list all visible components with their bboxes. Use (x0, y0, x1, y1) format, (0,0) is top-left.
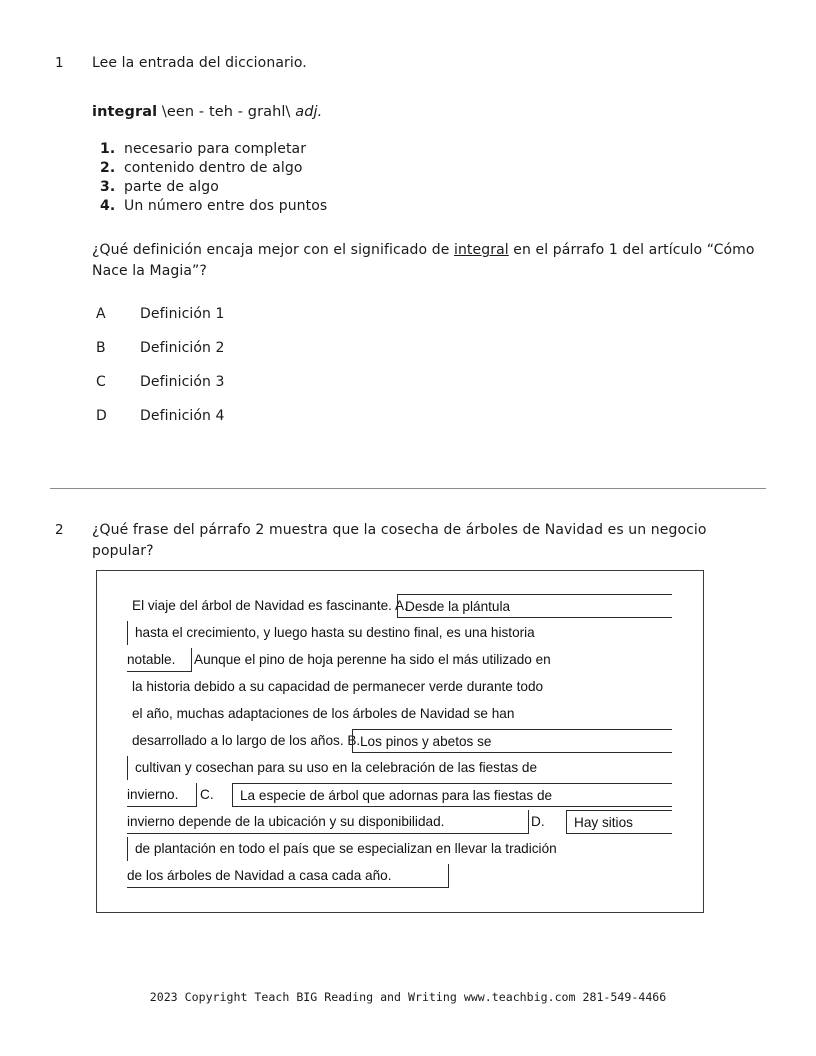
highlighted-answer-segment[interactable]: cultivan y cosechan para su uso en la celebración de las fiestas de (127, 756, 672, 780)
choice-b-letter: B (96, 340, 106, 356)
passage-line (132, 754, 672, 781)
passage-line (127, 862, 672, 889)
passage-line (127, 646, 672, 673)
definition-number: 1. (100, 141, 116, 157)
definition-text: contenido dentro de algo (124, 160, 303, 176)
dictionary-word: integral (92, 104, 158, 120)
prompt-underlined-word: integral (453, 242, 509, 258)
question-2-number: 2 (55, 522, 64, 538)
passage-text-segment[interactable]: la historia debido a su capacidad de permanecer verde durante todo (132, 679, 544, 694)
choice-d-text: Definición 4 (140, 408, 225, 424)
definition-text: necesario para completar (124, 141, 307, 157)
passage-line (132, 619, 672, 646)
choice-b[interactable] (92, 340, 764, 374)
highlighted-answer-segment[interactable]: Los pinos y abetos se (352, 729, 672, 753)
definition-text: Un número entre dos puntos (124, 198, 328, 214)
passage-text-segment[interactable]: D. (531, 814, 545, 829)
passage-text-segment[interactable]: el año, muchas adaptaciones de los árboles de Navidad se han (132, 706, 515, 721)
definition-number: 2. (100, 160, 116, 176)
passage-text-segment[interactable]: desarrollado a lo largo de los años. B. (132, 733, 361, 748)
highlighted-answer-segment[interactable]: hasta el crecimiento, y luego hasta su destino final, es una historia (127, 621, 672, 645)
prompt-part-2: en el párrafo 1 del artículo “Cómo Nace la Magia”? (92, 242, 755, 279)
passage-line (132, 835, 672, 862)
list-item (92, 159, 764, 178)
question-2-stem: ¿Qué frase del párrafo 2 muestra que la cosecha de árboles de Navidad es un negocio popular? (92, 522, 707, 559)
dictionary-entry (92, 102, 764, 122)
choice-b-text: Definición 2 (140, 340, 225, 356)
question-1-body (92, 53, 764, 442)
passage-box (96, 570, 704, 913)
choice-a-letter: A (96, 306, 106, 322)
passage-text (127, 592, 672, 889)
definition-number: 4. (100, 198, 116, 214)
question-1-choices (92, 306, 764, 442)
question-2-body (92, 520, 764, 562)
highlighted-answer-segment[interactable]: de los árboles de Navidad a casa cada año. (127, 864, 449, 888)
highlighted-answer-segment[interactable]: invierno. (127, 783, 197, 807)
list-item (92, 178, 764, 197)
definition-number: 3. (100, 179, 116, 195)
dictionary-part-of-speech: adj. (295, 104, 323, 120)
question-1-stem: Lee la entrada del diccionario. (92, 55, 307, 71)
dictionary-pronunciation: \een - teh - grahl\ (161, 104, 291, 120)
choice-c-text: Definición 3 (140, 374, 225, 390)
dictionary-definition-list (92, 140, 764, 216)
choice-d-letter: D (96, 408, 107, 424)
highlighted-answer-segment[interactable]: Desde la plántula (397, 594, 672, 618)
prompt-part-1: ¿Qué definición encaja mejor con el significado de (92, 242, 454, 258)
highlighted-answer-segment[interactable]: notable. (127, 648, 192, 672)
question-1-number: 1 (55, 55, 64, 71)
passage-line (132, 673, 672, 700)
definition-text: parte de algo (124, 179, 219, 195)
passage-line (132, 727, 672, 754)
passage-line (127, 781, 672, 808)
passage-text-segment[interactable]: El viaje del árbol de Navidad es fascinante. A. (132, 598, 408, 613)
highlighted-answer-segment[interactable]: La especie de árbol que adornas para las fiestas de (232, 783, 672, 807)
list-item (92, 140, 764, 159)
passage-text-segment[interactable]: Aunque el pino de hoja perenne ha sido el más utilizado en (194, 652, 551, 667)
passage-line (132, 700, 672, 727)
section-divider (50, 488, 766, 489)
highlighted-answer-segment[interactable]: de plantación en todo el país que se especializan en llevar la tradición (127, 837, 672, 861)
choice-a-text: Definición 1 (140, 306, 225, 322)
question-1-prompt (92, 240, 764, 282)
list-item (92, 197, 764, 216)
passage-line (127, 808, 672, 835)
choice-d[interactable] (92, 408, 764, 442)
highlighted-answer-segment[interactable]: invierno depende de la ubicación y su disponibilidad. (127, 810, 529, 834)
choice-c-letter: C (96, 374, 106, 390)
choice-a[interactable] (92, 306, 764, 340)
passage-text-segment[interactable]: C. (200, 787, 214, 802)
passage-line (132, 592, 672, 619)
choice-c[interactable] (92, 374, 764, 408)
page-footer: 2023 Copyright Teach BIG Reading and Writing www.teachbig.com 281-549-4466 (149, 990, 667, 1004)
highlighted-answer-segment[interactable]: Hay sitios (566, 810, 672, 834)
